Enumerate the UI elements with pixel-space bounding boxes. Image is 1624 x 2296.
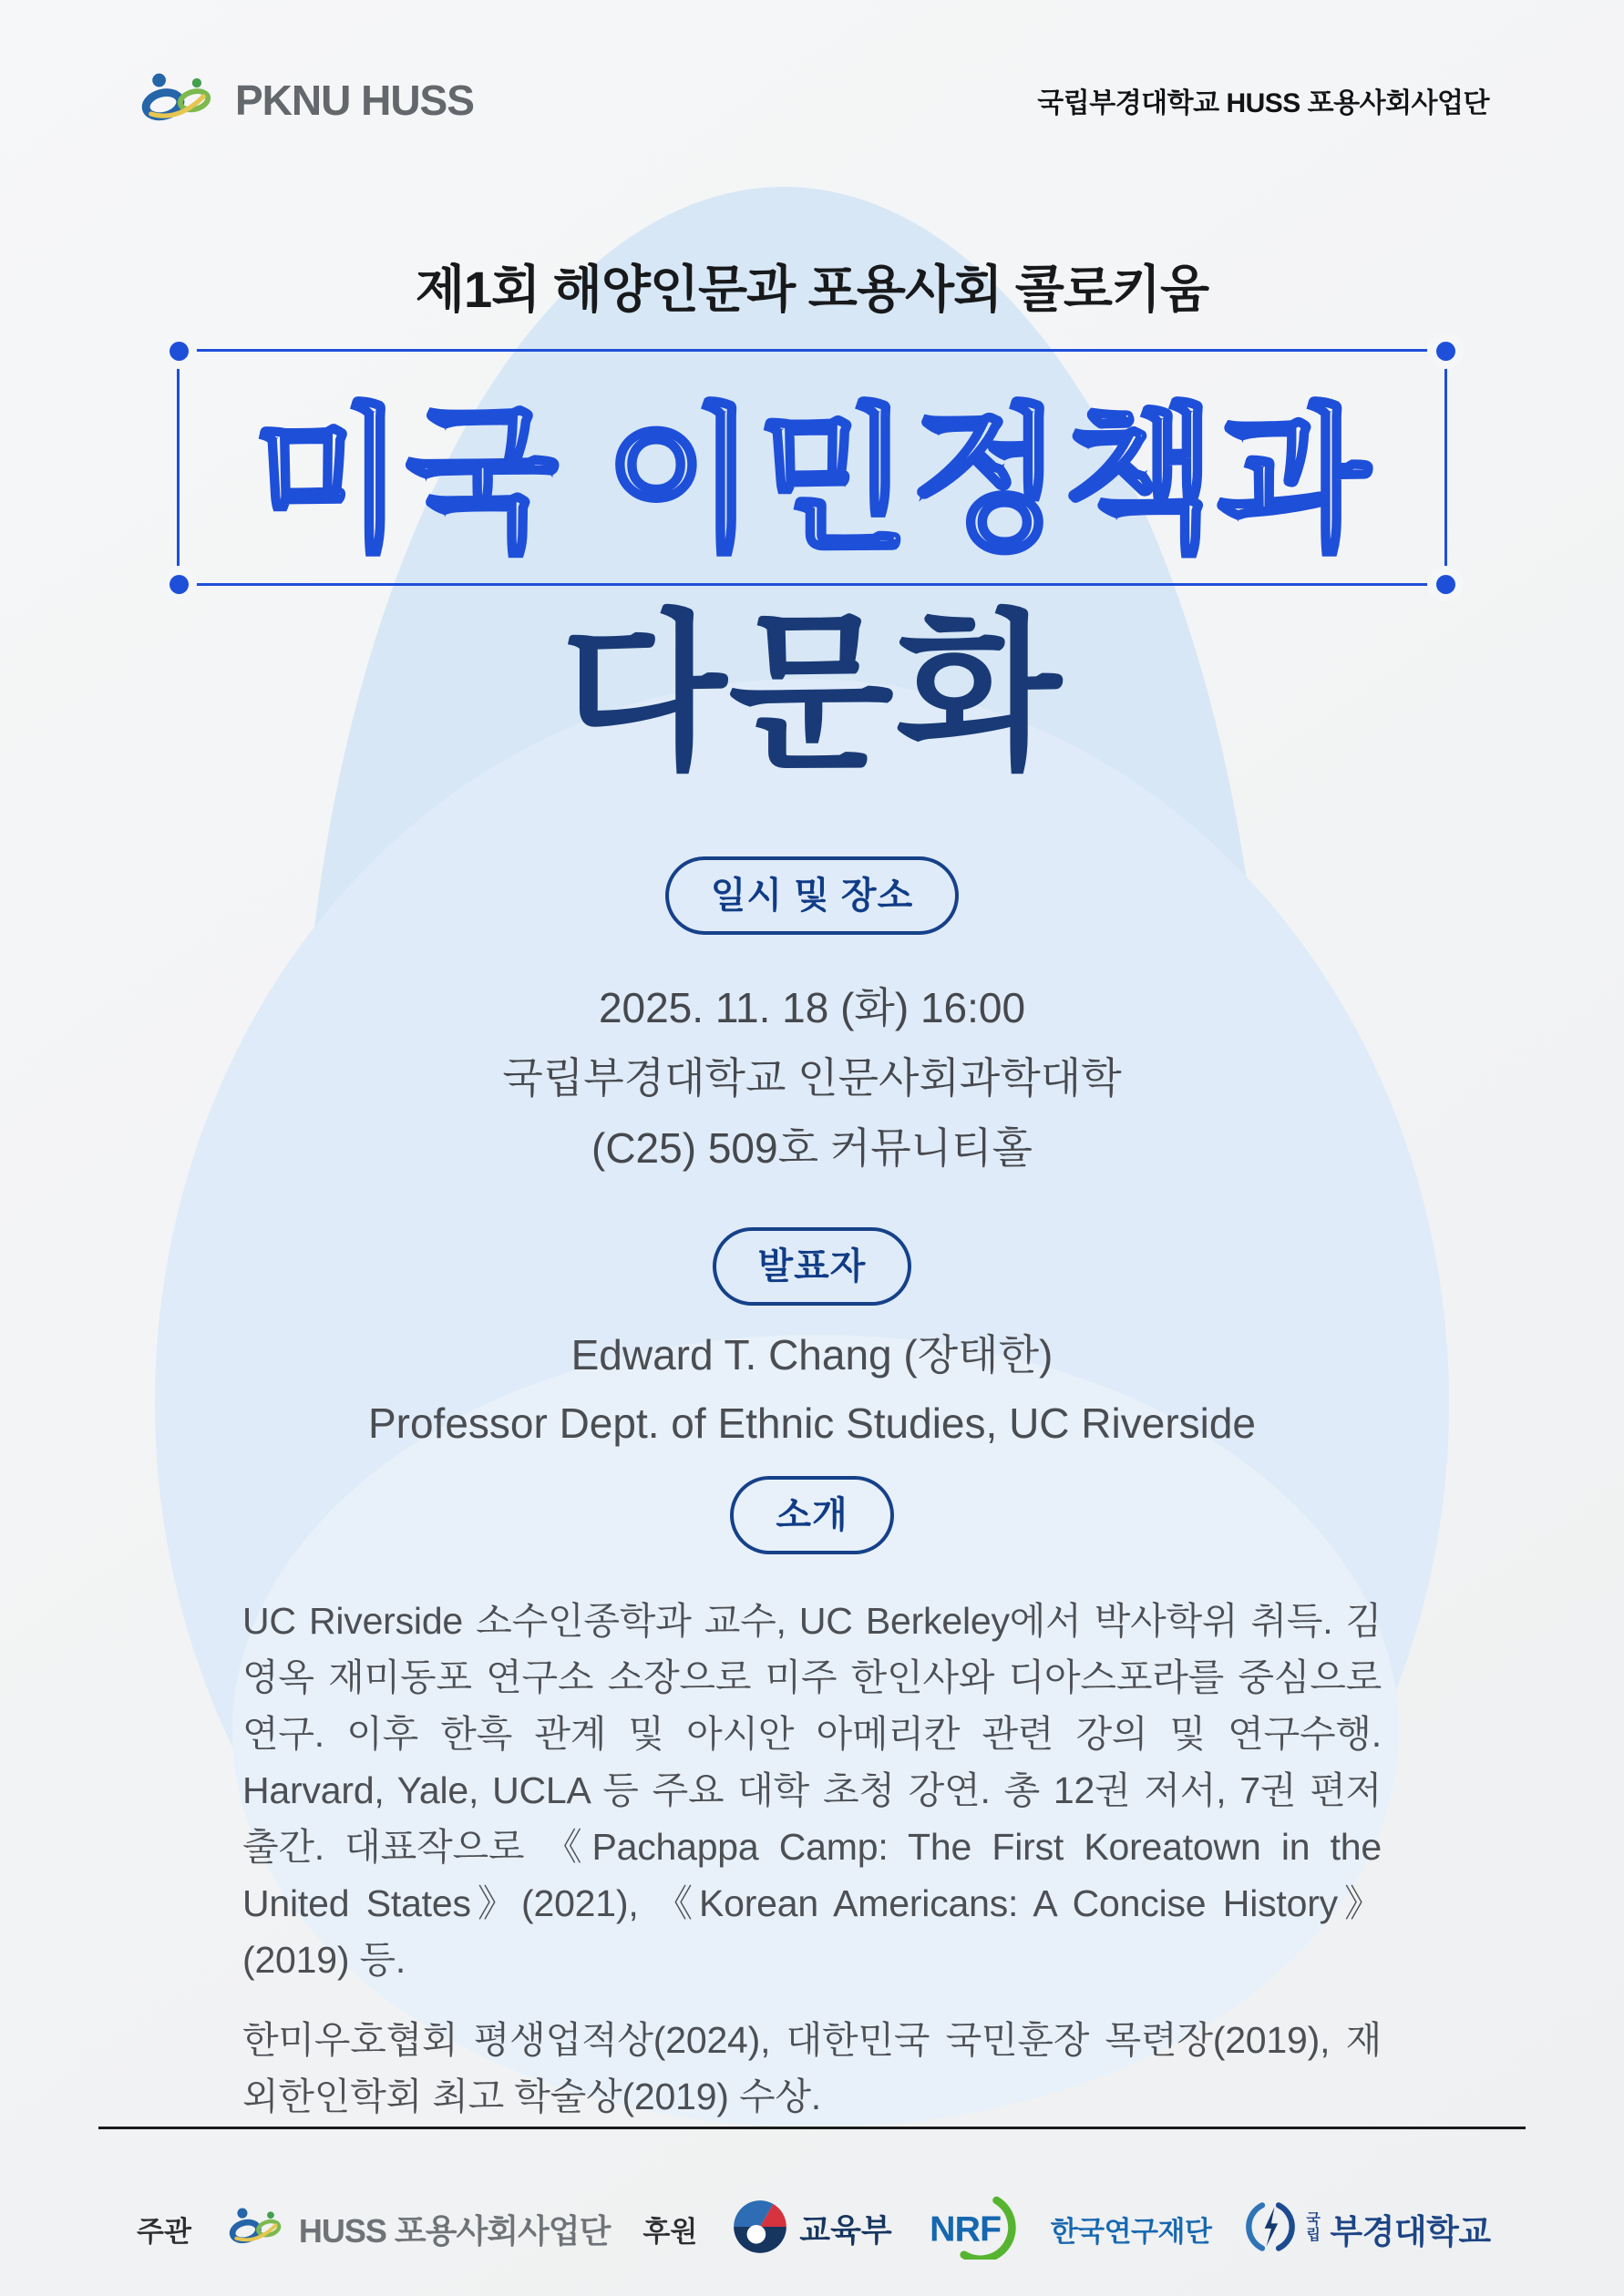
pknu-name: 부경대학교	[1330, 2213, 1491, 2250]
speaker-name: Edward T. Chang (장태한)	[570, 1331, 1054, 1379]
intro-paragraph-1: UC Riverside 소수인종학과 교수, UC Berkeley에서 박사학위 취득. 김영옥 재미동포 연구소 소장으로 미주 한인사와 디아스포라를 중심으로 연구. 이후 한흑 관계 및 아시안 아메리칸 관련 강의 및 연구수행. Harvard, Yale, UCLA 등 주요 대학 초청 강연. 총 12권 저서, 7권 편저 출간. 대표작으로 《Pachappa Camp: The First Koreatown in the United States》(2021), 《Korean Americans: A Concise History》(2019) 등.	[242, 1600, 1382, 1981]
title-selection-frame	[177, 349, 1447, 586]
nrf-name: 한국연구재단	[1050, 2215, 1212, 2248]
huss-infinity-icon	[224, 2205, 290, 2253]
event-place-line2: (C25) 509호 커뮤니티홀	[591, 1124, 1033, 1172]
pknu-prefix: 국립	[1306, 2212, 1321, 2243]
huss-footer-logo	[224, 2205, 610, 2253]
header	[135, 60, 1489, 140]
speaker-badge-row	[0, 1227, 1624, 1306]
brand-text: PKNU HUSS	[235, 77, 474, 124]
frame-corner-dot	[160, 333, 197, 369]
main-title-line1: 미국 이민정책과	[252, 393, 1372, 569]
when-where-badge-row	[0, 856, 1624, 935]
pknu-logo	[1244, 2200, 1490, 2258]
huss-infinity-icon	[135, 69, 222, 132]
moe-taegeuk-icon	[730, 2197, 790, 2261]
nrf-logo	[925, 2194, 1212, 2264]
when-where-details	[0, 973, 1624, 1184]
intro-badge: 소개	[730, 1476, 893, 1554]
event-place-line1: 국립부경대학교 인문사회과학대학	[502, 1054, 1122, 1102]
frame-corner-dot	[160, 566, 197, 602]
nrf-swoosh-icon	[925, 2194, 1042, 2264]
nrf-abbr: NRF	[929, 2208, 1001, 2249]
pknu-emblem-icon	[1244, 2200, 1297, 2258]
intro-badge-row	[0, 1476, 1624, 1554]
intro-paragraph-2: 한미우호협회 평생업적상(2024), 대한민국 국민훈장 목련장(2019), 재외한인학회 최고 학술상(2019) 수상.	[242, 2019, 1382, 2117]
main-title-line2: 다문화	[560, 598, 1064, 789]
sponsor-label: 후원	[642, 2215, 698, 2248]
footer	[137, 2181, 1524, 2276]
host-name: HUSS 포용사회사업단	[298, 2211, 611, 2250]
moe-logo	[730, 2197, 891, 2261]
series-title: 제1회 해양인문과 포용사회 콜로키움	[415, 261, 1209, 318]
speaker-details	[0, 1321, 1624, 1458]
intro-text	[242, 1593, 1382, 2148]
organization-name: 국립부경대학교 HUSS 포용사회사업단	[1037, 88, 1489, 118]
frame-corner-dot	[1427, 566, 1464, 602]
speaker-role: Professor Dept. of Ethnic Studies, UC Riverside	[367, 1399, 1257, 1447]
host-label: 주관	[137, 2215, 191, 2248]
footer-divider	[98, 2127, 1526, 2129]
speaker-badge: 발표자	[713, 1227, 912, 1306]
when-where-badge: 일시 및 장소	[665, 856, 959, 935]
moe-name: 교육부	[799, 2213, 892, 2249]
event-datetime: 2025. 11. 18 (화) 16:00	[598, 984, 1026, 1031]
frame-corner-dot	[1427, 333, 1464, 369]
pknu-huss-logo	[135, 69, 474, 132]
